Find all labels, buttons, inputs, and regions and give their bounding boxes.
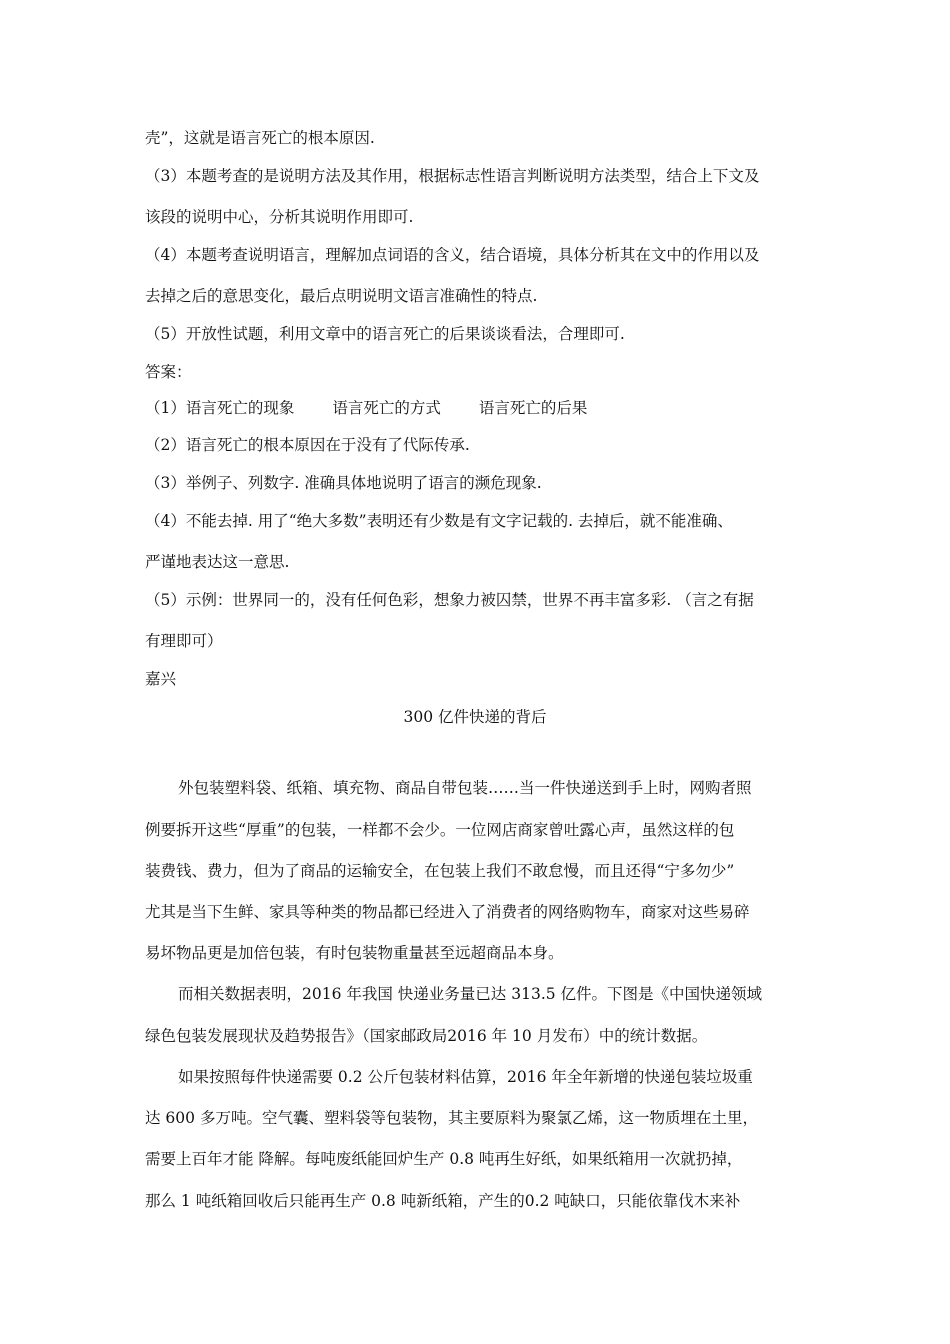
article-p3-line-3: 需要上百年才能 降解。每吨废纸能回炉生产 0.8 吨再生好纸，如果纸箱用一次就扔掉， bbox=[145, 1150, 743, 1168]
article-p1-line-3: 装费钱、费力，但为了商品的运输安全，在包装上我们不敢怠慢，而且还得“宁多勿少” bbox=[145, 862, 735, 880]
answer-5-line-1: （5）示例：世界同一的，没有任何色彩，想象力被囚禁，世界不再丰富多彩. （言之有据 bbox=[145, 591, 754, 609]
answer-1 bbox=[145, 398, 587, 418]
analysis-q4-line-1: （4）本题考查说明语言，理解加点词语的含义，结合语境，具体分析其在文中的作用以及 bbox=[145, 246, 760, 264]
article-p2-line-2: 绿色包装发展现状及趋势报告》（国家邮政局2016 年 10 月发布）中的统计数据。 bbox=[145, 1027, 708, 1045]
analysis-q3-line-1: （3）本题考查的是说明方法及其作用，根据标志性语言判断说明方法类型，结合上下文及 bbox=[145, 167, 760, 185]
article-p3-line-1: 如果按照每件快递需要 0.2 公斤包装材料估算，2016 年全年新增的快递包装垃圾重 bbox=[178, 1068, 753, 1086]
analysis-q5: （5）开放性试题，利用文章中的语言死亡的后果谈谈看法，合理即可. bbox=[145, 325, 625, 343]
analysis-line-1: 壳”，这就是语言死亡的根本原因. bbox=[145, 129, 375, 147]
answer-label: 答案： bbox=[145, 363, 192, 381]
analysis-q4-line-2: 去掉之后的意思变化，最后点明说明文语言准确性的特点. bbox=[145, 287, 538, 305]
answer-1-part-3: 语言死亡的后果 bbox=[478, 399, 588, 417]
region-label: 嘉兴 bbox=[145, 670, 177, 688]
article-p1-line-2: 例要拆开这些“厚重”的包装，一样都不会少。一位网店商家曾吐露心声，虽然这样的包 bbox=[145, 821, 735, 839]
answer-1-part-2: 语言死亡的方式 bbox=[332, 399, 441, 417]
article-p1-line-5: 易坏物品更是加倍包装，有时包装物重量甚至远超商品本身。 bbox=[145, 944, 564, 962]
answer-4-line-1: （4）不能去掉. 用了“绝大多数”表明还有少数是有文字记载的. 去掉后，就不能准确、 bbox=[145, 512, 733, 530]
article-p3-line-2: 达 600 多万吨。空气囊、塑料袋等包装物，其主要原料为聚氯乙烯，这一物质埋在土里， bbox=[145, 1109, 758, 1127]
article-p1-line-1: 外包装塑料袋、纸箱、填充物、商品自带包装……当一件快递送到手上时，网购者照 bbox=[178, 779, 752, 797]
article-p1-line-4: 尤其是当下生鲜、家具等种类的物品都已经进入了消费者的网络购物车，商家对这些易碎 bbox=[145, 903, 750, 921]
analysis-q3-line-2: 该段的说明中心，分析其说明作用即可. bbox=[145, 208, 414, 226]
article-title: 300 亿件快递的背后 bbox=[403, 708, 547, 726]
article-p3-line-4: 那么 1 吨纸箱回收后只能再生产 0.8 吨新纸箱，产生的0.2 吨缺口，只能依靠伐木来补 bbox=[145, 1192, 741, 1210]
answer-4-line-2: 严谨地表达这一意思. bbox=[145, 553, 290, 571]
answer-2: （2）语言死亡的根本原因在于没有了代际传承. bbox=[145, 436, 470, 454]
answer-1-part-1: （1）语言死亡的现象 bbox=[145, 399, 295, 417]
answer-5-line-2: 有理即可） bbox=[145, 632, 223, 650]
answer-3: （3）举例子、列数字. 准确具体地说明了语言的濒危现象. bbox=[145, 474, 542, 492]
article-p2-line-1: 而相关数据表明，2016 年我国 快递业务量已达 313.5 亿件。下图是《中国快递领域 bbox=[178, 985, 763, 1003]
